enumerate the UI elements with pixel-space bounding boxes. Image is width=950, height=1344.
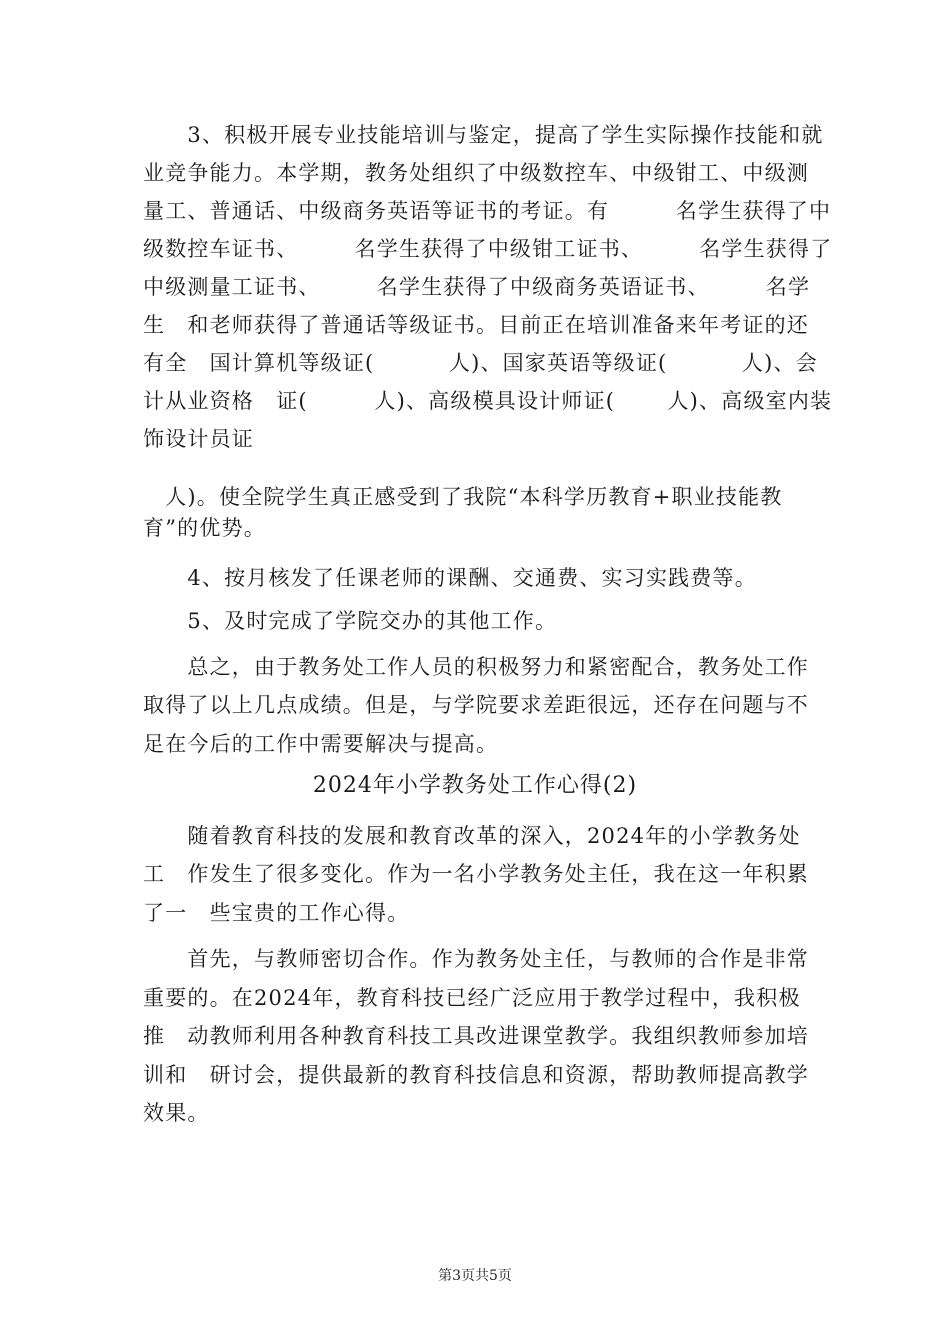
- paragraph-3-cont-line-1: 人)。使全院学生真正感受到了我院“本科学历教育+职业技能教: [143, 485, 783, 509]
- intro-line-3: 了一 些宝贵的工作心得。: [143, 901, 410, 925]
- paragraph-5: 5、及时完成了学院交办的其他工作。: [143, 609, 558, 633]
- first-point-line-4: 训和 研讨会，提供最新的教育科技信息和资源，帮助教师提高教学: [143, 1063, 809, 1087]
- paragraph-3-line-8: 计从业资格 证( 人)、高级模具设计师证( 人)、高级室内装: [143, 389, 833, 413]
- section-title: 2024年小学教务处工作心得(2): [312, 773, 638, 798]
- first-point-line-5: 效果。: [143, 1101, 210, 1125]
- paragraph-3-cont-line-2: 育”的优势。: [143, 516, 266, 540]
- summary-line-3: 足在今后的工作中需要解决与提高。: [143, 732, 499, 756]
- summary-line-1: 总之，由于教务处工作人员的积极努力和紧密配合，教务处工作: [143, 655, 809, 679]
- first-point-line-1: 首先，与教师密切合作。作为教务处主任，与教师的合作是非常: [143, 947, 809, 971]
- paragraph-3-line-3: 量工、普通话、中级商务英语等证书的考证。有 名学生获得了中: [143, 199, 832, 223]
- paragraph-3-line-9: 饰设计员证: [143, 427, 254, 451]
- paragraph-3-line-7: 有全 国计算机等级证( 人)、国家英语等级证( 人)、会: [143, 351, 818, 375]
- intro-line-2: 工 作发生了很多变化。作为一名小学教务处主任，我在这一年积累: [143, 862, 809, 886]
- page-number-footer: 第3页共5页: [438, 1268, 512, 1284]
- paragraph-3-line-6: 生 和老师获得了普通话等级证书。目前正在培训准备来年考证的还: [143, 313, 809, 337]
- summary-line-2: 取得了以上几点成绩。但是，与学院要求差距很远，还存在问题与不: [143, 693, 809, 717]
- paragraph-3-line-4: 级数控车证书、 名学生获得了中级钳工证书、 名学生获得了: [143, 237, 833, 261]
- first-point-line-2: 重要的。在2024年，教育科技已经广泛应用于教学过程中，我积极: [143, 986, 801, 1010]
- first-point-line-3: 推 动教师利用各种教育科技工具改进课堂教学。我组织教师参加培: [143, 1024, 809, 1048]
- paragraph-3-line-2: 业竞争能力。本学期，教务处组织了中级数控车、中级钳工、中级测: [143, 161, 809, 185]
- paragraph-4: 4、按月核发了任课老师的课酬、交通费、实习实践费等。: [143, 566, 757, 590]
- paragraph-3-line-5: 中级测量工证书、 名学生获得了中级商务英语证书、 名学: [143, 275, 811, 299]
- paragraph-3-line-1: 3、积极开展专业技能培训与鉴定，提高了学生实际操作技能和就: [143, 123, 824, 147]
- intro-line-1: 随着教育科技的发展和教育改革的深入，2024年的小学教务处: [143, 824, 801, 848]
